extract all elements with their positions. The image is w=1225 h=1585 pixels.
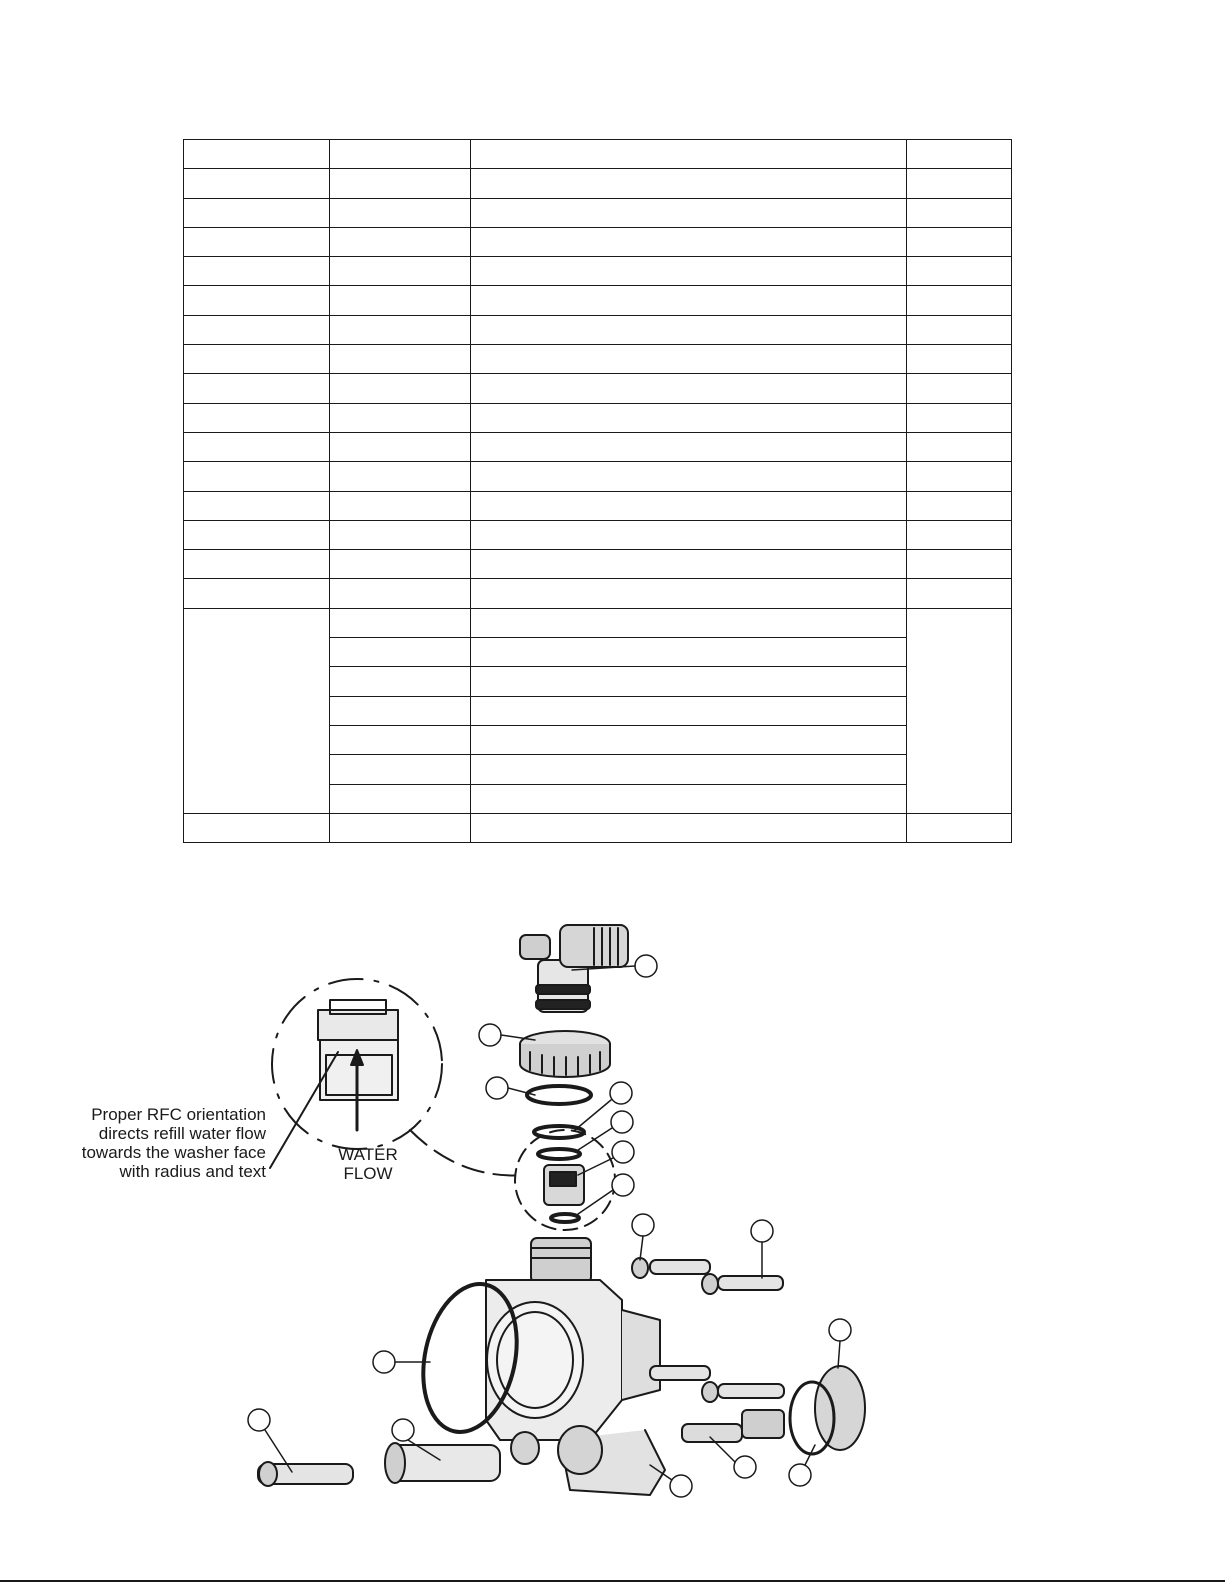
description-cell xyxy=(471,638,907,667)
drawing-no-cell xyxy=(184,608,330,813)
quantity-cell xyxy=(907,520,1012,549)
drawing-no-cell xyxy=(184,257,330,286)
parts-list-table xyxy=(183,139,1012,843)
drawing-no-cell xyxy=(184,491,330,520)
quantity-cell xyxy=(907,140,1012,169)
end-cap xyxy=(790,1366,865,1454)
quantity-cell xyxy=(907,374,1012,403)
description-cell xyxy=(471,140,907,169)
order-no-cell xyxy=(330,257,471,286)
table-row xyxy=(184,315,1012,344)
description-cell xyxy=(471,315,907,344)
exploded-parts-diagram xyxy=(0,905,1225,1505)
page-bottom-rule xyxy=(0,1580,1225,1582)
quantity-cell xyxy=(907,345,1012,374)
drawing-no-cell xyxy=(184,345,330,374)
order-no-cell xyxy=(330,286,471,315)
description-cell xyxy=(471,374,907,403)
rfc-button xyxy=(544,1165,584,1205)
rfc-orientation-note xyxy=(40,1105,266,1181)
table-row xyxy=(184,432,1012,461)
piston-assembly xyxy=(682,1410,784,1442)
quantity-cell xyxy=(907,257,1012,286)
drawing-no-cell xyxy=(184,813,330,842)
quantity-cell xyxy=(907,315,1012,344)
drawing-no-cell xyxy=(184,579,330,608)
rfc-note-line-4: with radius and text xyxy=(119,1162,266,1181)
description-cell xyxy=(471,696,907,725)
injector-assembly xyxy=(258,1462,353,1486)
order-no-cell xyxy=(330,198,471,227)
description-cell xyxy=(471,813,907,842)
elbow-fitting xyxy=(520,925,628,1012)
drawing-no-cell xyxy=(184,140,330,169)
table-row xyxy=(184,169,1012,198)
order-no-cell xyxy=(330,667,471,696)
water-flow-line-1: WATER xyxy=(338,1145,398,1164)
quantity-cell xyxy=(907,227,1012,256)
order-no-cell xyxy=(330,462,471,491)
description-cell xyxy=(471,608,907,637)
order-no-cell xyxy=(330,140,471,169)
order-no-cell xyxy=(330,374,471,403)
table-row xyxy=(184,520,1012,549)
quantity-cell xyxy=(907,608,1012,813)
order-no-cell xyxy=(330,579,471,608)
table-row xyxy=(184,579,1012,608)
inset-leader xyxy=(410,1130,525,1175)
drawing-no-cell xyxy=(184,550,330,579)
rfc-inset-drawing xyxy=(270,1000,398,1168)
table-row xyxy=(184,491,1012,520)
description-cell xyxy=(471,462,907,491)
table-row xyxy=(184,257,1012,286)
description-cell xyxy=(471,198,907,227)
quantity-cell xyxy=(907,550,1012,579)
nut xyxy=(520,1031,610,1077)
order-no-cell xyxy=(330,696,471,725)
description-cell xyxy=(471,550,907,579)
water-flow-line-2: FLOW xyxy=(343,1164,393,1183)
description-cell xyxy=(471,345,907,374)
table-row xyxy=(184,374,1012,403)
description-cell xyxy=(471,667,907,696)
order-no-cell xyxy=(330,638,471,667)
o-ring-smaller xyxy=(538,1149,580,1159)
drawing-no-cell xyxy=(184,286,330,315)
order-no-cell xyxy=(330,315,471,344)
table-row xyxy=(184,286,1012,315)
adapter-threads xyxy=(531,1238,591,1283)
drawing-no-cell xyxy=(184,198,330,227)
description-cell xyxy=(471,579,907,608)
order-no-cell xyxy=(330,491,471,520)
table-row-grouped xyxy=(184,608,1012,637)
bolts-lower xyxy=(650,1366,784,1402)
quantity-cell xyxy=(907,491,1012,520)
water-flow-label xyxy=(318,1145,418,1183)
washer xyxy=(527,1086,591,1104)
rfc-note-line-1: Proper RFC orientation xyxy=(91,1105,266,1124)
quantity-cell xyxy=(907,169,1012,198)
order-no-cell xyxy=(330,403,471,432)
table-row xyxy=(184,345,1012,374)
rfc-note-line-2: directs refill water flow xyxy=(98,1124,266,1143)
quantity-cell xyxy=(907,403,1012,432)
quantity-cell xyxy=(907,579,1012,608)
quantity-cell xyxy=(907,286,1012,315)
quantity-cell xyxy=(907,432,1012,461)
description-cell xyxy=(471,169,907,198)
description-cell xyxy=(471,403,907,432)
order-no-cell xyxy=(330,755,471,784)
description-cell xyxy=(471,784,907,813)
table-row xyxy=(184,227,1012,256)
order-no-cell xyxy=(330,784,471,813)
drawing-no-cell xyxy=(184,227,330,256)
order-no-cell xyxy=(330,725,471,754)
description-cell xyxy=(471,257,907,286)
description-cell xyxy=(471,491,907,520)
piston-rod xyxy=(385,1443,500,1483)
drawing-no-cell xyxy=(184,315,330,344)
table-row xyxy=(184,813,1012,842)
order-no-cell xyxy=(330,608,471,637)
order-no-cell xyxy=(330,345,471,374)
parts-table-body xyxy=(184,140,1012,843)
drawing-no-cell xyxy=(184,432,330,461)
quantity-cell xyxy=(907,198,1012,227)
table-row xyxy=(184,198,1012,227)
description-cell xyxy=(471,520,907,549)
drawing-no-cell xyxy=(184,462,330,491)
description-cell xyxy=(471,286,907,315)
order-no-cell xyxy=(330,432,471,461)
drawing-no-cell xyxy=(184,169,330,198)
bolts-upper xyxy=(632,1258,783,1294)
table-row xyxy=(184,462,1012,491)
description-cell xyxy=(471,755,907,784)
drawing-no-cell xyxy=(184,374,330,403)
quantity-cell xyxy=(907,462,1012,491)
order-no-cell xyxy=(330,520,471,549)
table-row xyxy=(184,403,1012,432)
order-no-cell xyxy=(330,813,471,842)
drawing-no-cell xyxy=(184,403,330,432)
rfc-note-line-3: towards the washer face xyxy=(81,1143,266,1162)
order-no-cell xyxy=(330,227,471,256)
order-no-cell xyxy=(330,550,471,579)
table-row xyxy=(184,550,1012,579)
retainer xyxy=(551,1214,579,1222)
order-no-cell xyxy=(330,169,471,198)
table-row xyxy=(184,140,1012,169)
description-cell xyxy=(471,432,907,461)
description-cell xyxy=(471,725,907,754)
quantity-cell xyxy=(907,813,1012,842)
description-cell xyxy=(471,227,907,256)
drawing-no-cell xyxy=(184,520,330,549)
